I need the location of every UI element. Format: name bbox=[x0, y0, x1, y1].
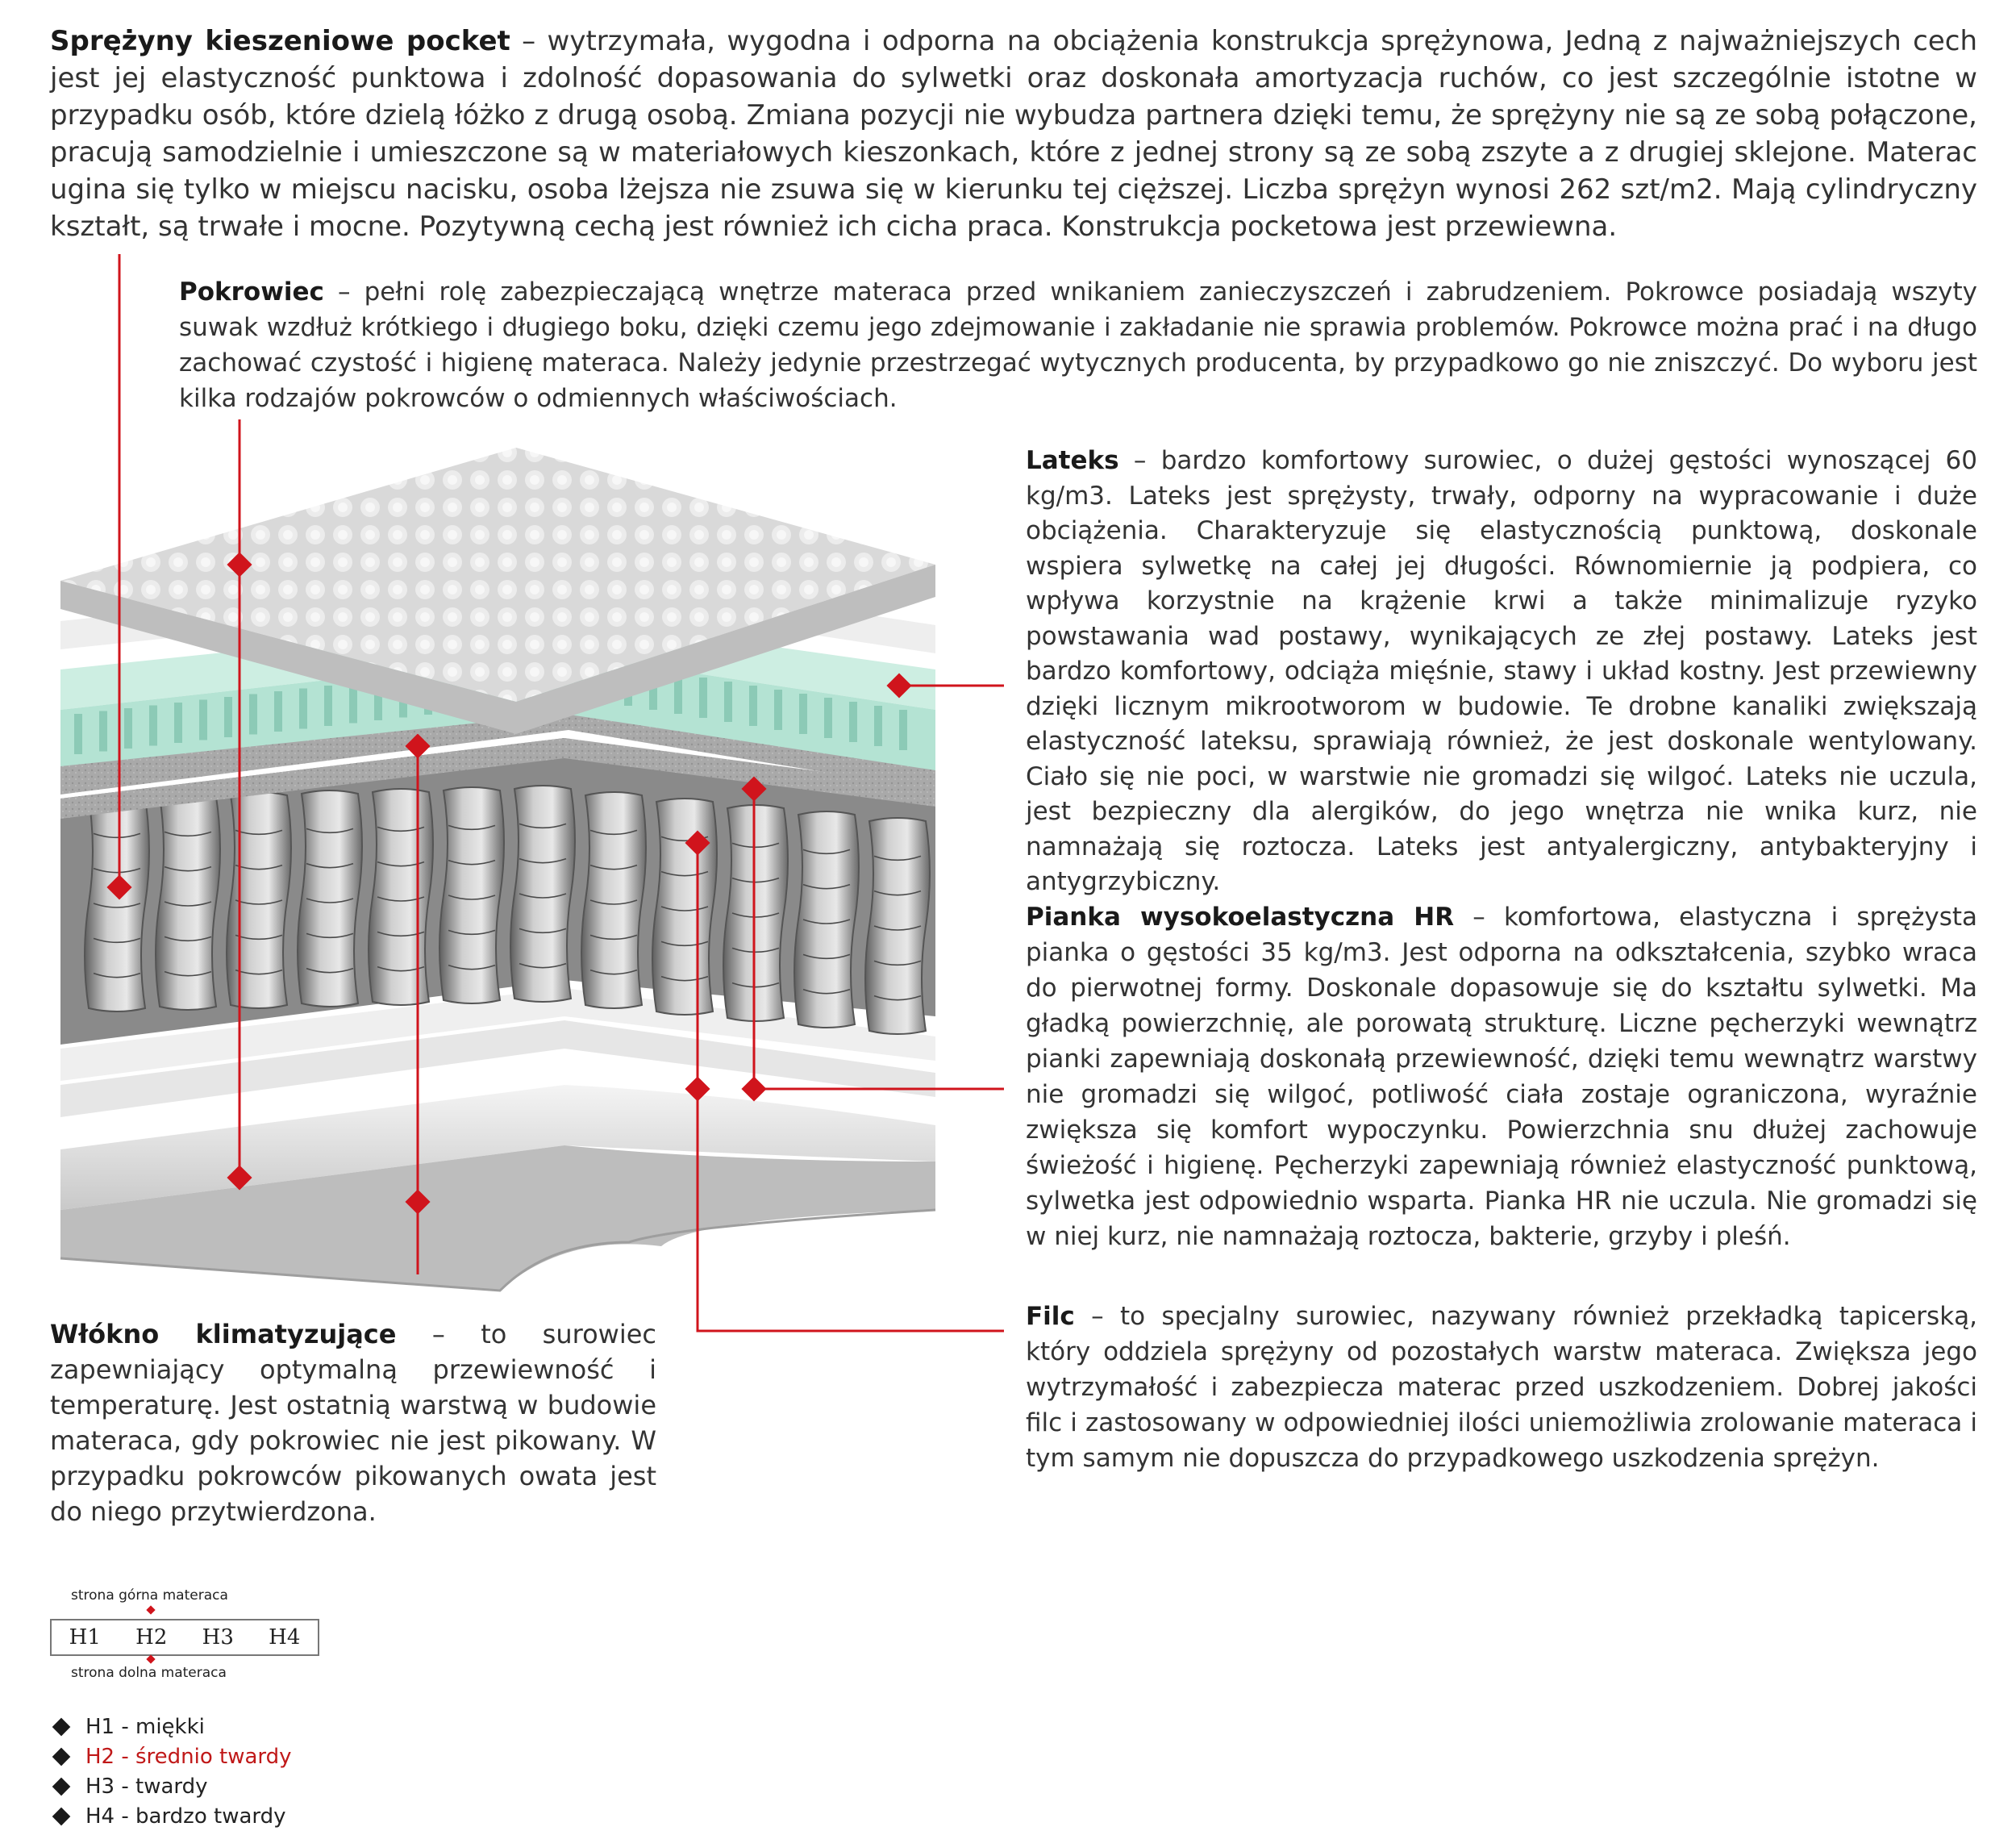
section-body: – to surowiec zapewniający optymalną przewiewność i temperaturę. Jest ostatnią warstwą w budowie materaca, gdy pokrowiec nie jest pikowany. W przypadku pokrowców pikowanych owata jest do niego przytwierdzona. bbox=[50, 1319, 657, 1527]
latex-slot bbox=[174, 703, 182, 743]
latex-slot bbox=[824, 698, 832, 738]
latex-slot bbox=[74, 714, 82, 754]
latex-slot bbox=[749, 686, 757, 726]
latex-slot bbox=[199, 700, 207, 740]
section-title: Pianka wysokoelastyczna HR bbox=[1026, 903, 1455, 932]
latex-slot bbox=[274, 691, 282, 732]
latex-slot bbox=[849, 702, 857, 742]
scale-cell: H3 bbox=[202, 1625, 234, 1650]
latex-slot bbox=[224, 697, 232, 737]
scale-bottom-caption: strona dolna materaca bbox=[71, 1665, 227, 1681]
diamond-bullet-icon bbox=[52, 1807, 71, 1825]
legend-label: H4 - bardzo twardy bbox=[85, 1804, 286, 1829]
section-title: Pokrowiec bbox=[179, 277, 324, 307]
latex-slot bbox=[724, 682, 732, 722]
legend-item bbox=[50, 1801, 292, 1831]
scale-top-marker-icon bbox=[145, 1604, 156, 1616]
section-body: – pełni rolę zabezpieczającą wnętrze materaca przed wnikaniem zanieczyszczeń i zabrudzeniem. Pokrowce posiadają wszyty suwak wzdłuż krótkiego i długiego boku, dzięki czemu jego zdejmowanie i zakładanie nie sprawia problemów. Pokrowce można prać i na długo zachować czystość i higienę materaca. Należy jedynie przestrzegać wytycznych producenta, by przypadkowo go nie zniszczyć. Do wyboru jest kilka rodzajów pokrowców o odmiennych właściwościach. bbox=[179, 277, 1977, 413]
latex-slot bbox=[249, 694, 257, 735]
diamond-bullet-icon bbox=[52, 1747, 71, 1766]
section-body: – wytrzymała, wygodna i odporna na obciążenia konstrukcja sprężynowa, Jedną z najważniejszych cech jest jej elastyczność punktowa i zdolność dopasowania do sylwetki oraz doskonała amortyzacja ruchów, co jest szczególnie istotne w przypadku osób, które dzielą łóżko z drugą osobą. Zmiana pozycji nie wybudza partnera dzięki temu, że sprężyny nie są ze sobą połączone, pracują samodzielnie i umieszczone są w materiałowych kieszonkach, które z jednej strony są ze sobą zszyte a z drugiej sklejone. Materac ugina się tylko w miejscu nacisku, osoba lżejsza nie zsuwa się w kierunku tej cięższej. Liczba sprężyn wynosi 262 szt/m2. Mają cylindryczny kształt, są trwałe i mocne. Pozytywną cechą jest również ich cicha praca. Konstrukcja pocketowa jest przewiewna. bbox=[50, 25, 1977, 243]
latex-slot bbox=[124, 708, 132, 749]
scale-bottom-marker-icon bbox=[145, 1654, 156, 1665]
section-title: Włókno klimatyzujące bbox=[50, 1319, 397, 1349]
diamond-bullet-icon bbox=[52, 1717, 71, 1736]
latex-slot bbox=[149, 706, 157, 746]
legend-label: H1 - miękki bbox=[85, 1714, 205, 1739]
section-title: Filc bbox=[1026, 1302, 1075, 1331]
legend-label: H3 - twardy bbox=[85, 1774, 208, 1799]
section-title: Sprężyny kieszeniowe pocket bbox=[50, 25, 510, 57]
latex-slot bbox=[799, 694, 807, 734]
section-body: – to specjalny surowiec, nazywany również przekładką tapicerską, który oddziela sprężyny od pozostałych warstw materaca. Zwiększa jego wytrzymałość i zabezpiecza materac przed uszkodzeniem. Dobrej jakości filc i zastosowany w odpowiedniej ilości uniemożliwia zrolowanie materaca i tym samym nie dopuszcza do przypadkowego uszkodzenia sprężyn. bbox=[1026, 1302, 1977, 1473]
latex-slot bbox=[99, 711, 107, 752]
latex-slot bbox=[699, 678, 707, 718]
legend-label-selected: H2 - średnio twardy bbox=[85, 1744, 292, 1769]
section-body: – komfortowa, elastyczna i sprężysta pianka o gęstości 35 kg/m3. Jest odporna na odkształcenia, szybko wraca do pierwotnej formy. Doskonale dopasowuje się do kształtu sylwetki. Ma gładką powierzchnię, ale porowatą strukturę. Liczne pęcherzyki wewnątrz pianki zapewniają doskonałą przewiewność, dzięki temu wewnątrz warstwy nie gromadzi się wilgoć, potliwość ciała zostaje ograniczona, wyraźnie zwiększa się komfort wypoczynku. Powierzchnia snu dłużej zachowuje świeżość i higienę. Pęcherzyki zapewniają również elastyczność punktową, sylwetka jest odpowiednio wsparta. Pianka HR nie uczula. Nie gromadzi się w niej kurz, nie namnażają roztocza, bakterie, grzyby i pleśń. bbox=[1026, 903, 1977, 1251]
section-body: – bardzo komfortowy surowiec, o dużej gęstości wynoszącej 60 kg/m3. Lateks jest sprężysty, trwały, odporny na wypracowanie i duże obciążenia. Charakteryzuje się elastycznością punktową, doskonale wspiera sylwetkę na całej jej długości. Równomiernie ją podpiera, co wpływa korzystnie na krążenie krwi a także minimalizuje ryzyko powstawania wad postawy, wynikających ze złej postawy. Lateks jest bardzo komfortowy, odciąża mięśnie, stawy i układ kostny. Jest przewiewny dzięki licznym mikrootworom w budowie. Te drobne kanaliki zwiększają elastyczność lateksu, sprawiają również, że jest doskonale wentylowany. Ciało się nie poci, w warstwie nie gromadzi się wilgoć. Lateks nie uczula, jest bezpieczny dla alergików, do jego wnętrza nie wnika kurz, nie namnażają się roztocza. Lateks jest antyalergiczny, antybakteryjny i antygrzybiczny. bbox=[1026, 446, 1977, 896]
latex-slot bbox=[299, 689, 307, 729]
legend-item bbox=[50, 1771, 292, 1801]
diamond-bullet-icon bbox=[52, 1777, 71, 1796]
legend-item bbox=[50, 1712, 292, 1741]
latex-slot bbox=[874, 706, 882, 746]
scale-top-caption: strona górna materaca bbox=[71, 1587, 228, 1604]
hardness-scale bbox=[50, 1619, 319, 1656]
red-diamond-marker-icon bbox=[741, 1076, 766, 1101]
latex-slot bbox=[324, 686, 332, 726]
section-title: Lateks bbox=[1026, 446, 1119, 475]
hardness-legend bbox=[50, 1712, 292, 1831]
scale-cell: H1 bbox=[69, 1625, 101, 1650]
scale-cell: H4 bbox=[269, 1625, 301, 1650]
scale-cell: H2 bbox=[135, 1625, 168, 1650]
latex-slot bbox=[774, 690, 782, 730]
legend-item bbox=[50, 1741, 292, 1771]
latex-slot bbox=[899, 710, 907, 750]
